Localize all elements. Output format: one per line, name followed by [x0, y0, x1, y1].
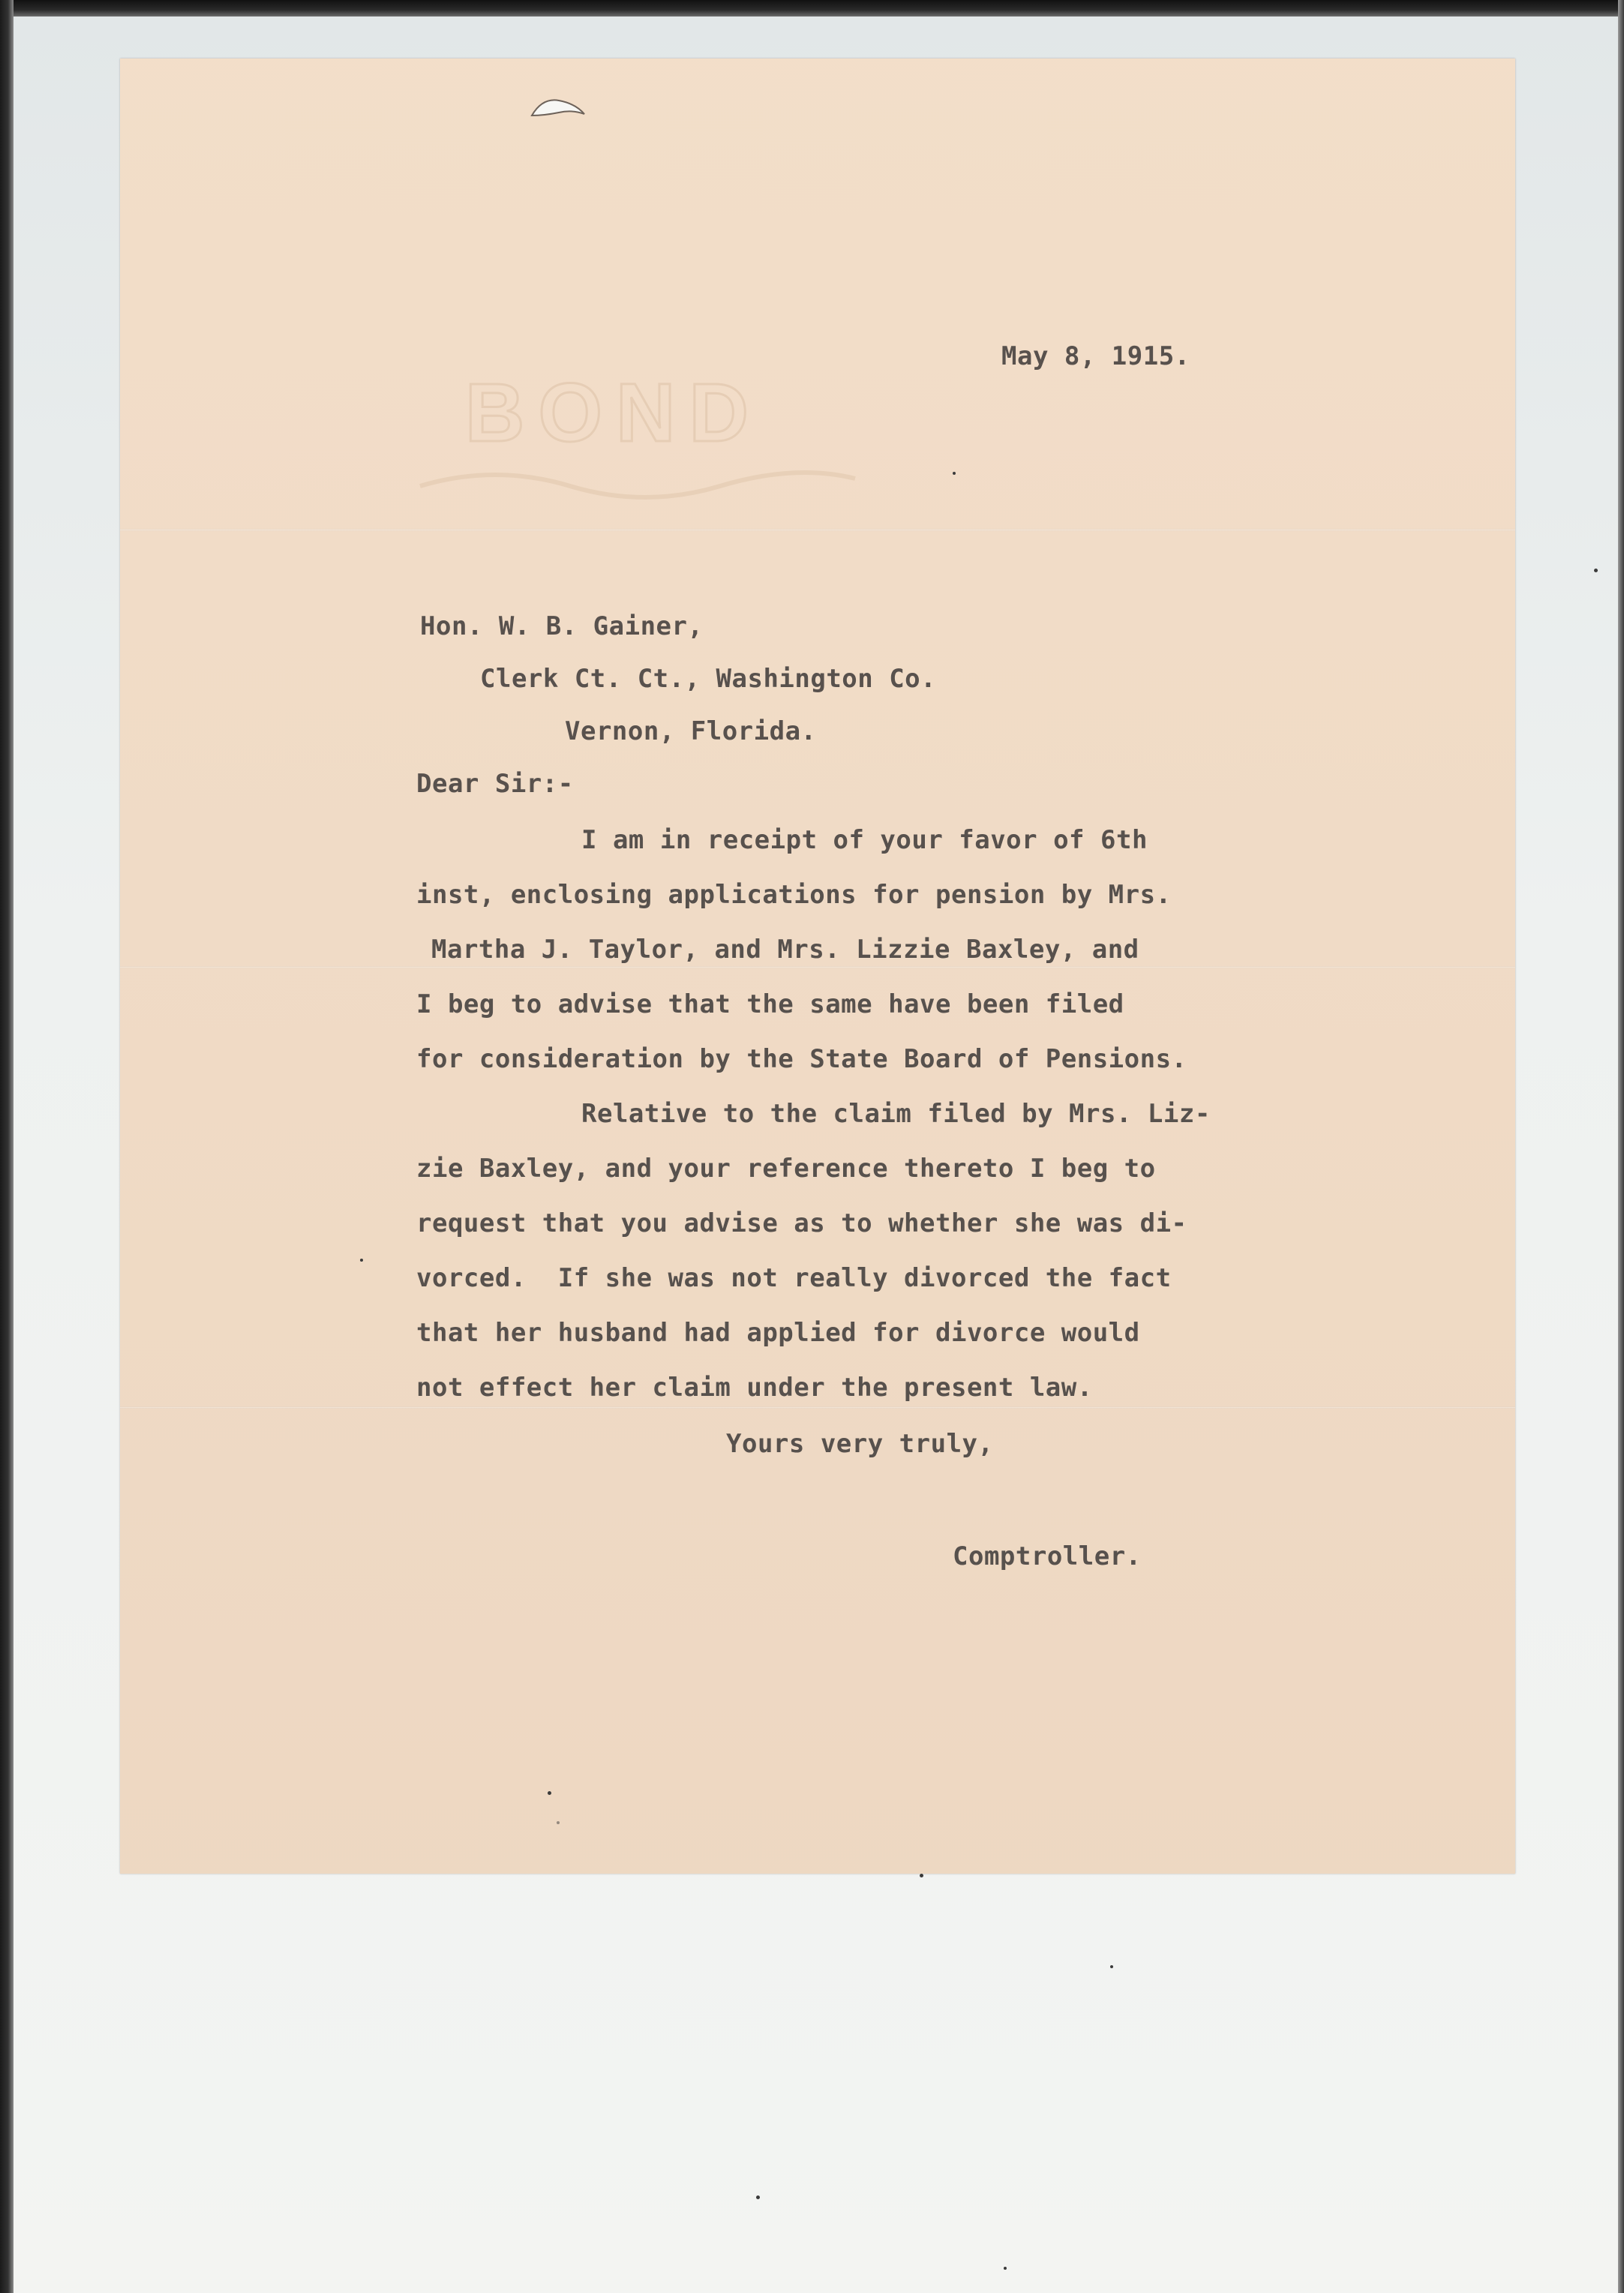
paper-speck — [557, 1821, 560, 1824]
scanner-frame-right — [1618, 0, 1624, 2293]
scan-speck — [920, 1874, 923, 1877]
fold-crease — [120, 966, 1515, 968]
watermark-text: BOND — [465, 374, 762, 459]
scanner-frame-left — [0, 0, 14, 2293]
scan-speck — [1004, 2267, 1007, 2270]
fold-crease — [120, 529, 1515, 531]
body-line: zie Baxley, and your reference thereto I beg to — [416, 1154, 1156, 1184]
body-line: I beg to advise that the same have been filed — [416, 989, 1124, 1019]
recipient-name: Hon. W. B. Gainer, — [420, 611, 704, 641]
bond-watermark — [405, 374, 870, 524]
letter-date: May 8, 1915. — [1001, 341, 1190, 371]
body-line: I am in receipt of your favor of 6th — [581, 825, 1148, 855]
scanner-frame-top — [0, 0, 1624, 17]
body-line: vorced. If she was not really divorced the fact — [416, 1263, 1172, 1293]
closing: Yours very truly, — [726, 1429, 994, 1459]
salutation: Dear Sir:- — [416, 769, 574, 799]
scan-speck — [1110, 1965, 1113, 1968]
recipient-location: Vernon, Florida. — [565, 716, 817, 746]
paper-speck — [360, 1259, 363, 1262]
signature-title: Comptroller. — [953, 1541, 1142, 1571]
scan-speck — [1594, 569, 1598, 572]
letter-sheet — [120, 59, 1515, 1874]
punch-hole-mark — [529, 93, 587, 123]
body-line: not effect her claim under the present law. — [416, 1373, 1093, 1403]
body-line: Relative to the claim filed by Mrs. Liz- — [581, 1099, 1211, 1129]
body-line: for consideration by the State Board of Pensions. — [416, 1044, 1187, 1074]
body-line: Martha J. Taylor, and Mrs. Lizzie Baxley, and — [431, 935, 1139, 965]
scan-speck — [756, 2195, 760, 2199]
body-line: request that you advise as to whether she was di- — [416, 1208, 1187, 1238]
body-line: inst, enclosing applications for pension by Mrs. — [416, 880, 1172, 910]
body-line: that her husband had applied for divorce would — [416, 1318, 1140, 1348]
paper-speck — [548, 1791, 551, 1795]
fold-crease — [120, 1406, 1515, 1409]
paper-speck — [953, 472, 956, 475]
recipient-title: Clerk Ct. Ct., Washington Co. — [480, 664, 937, 694]
